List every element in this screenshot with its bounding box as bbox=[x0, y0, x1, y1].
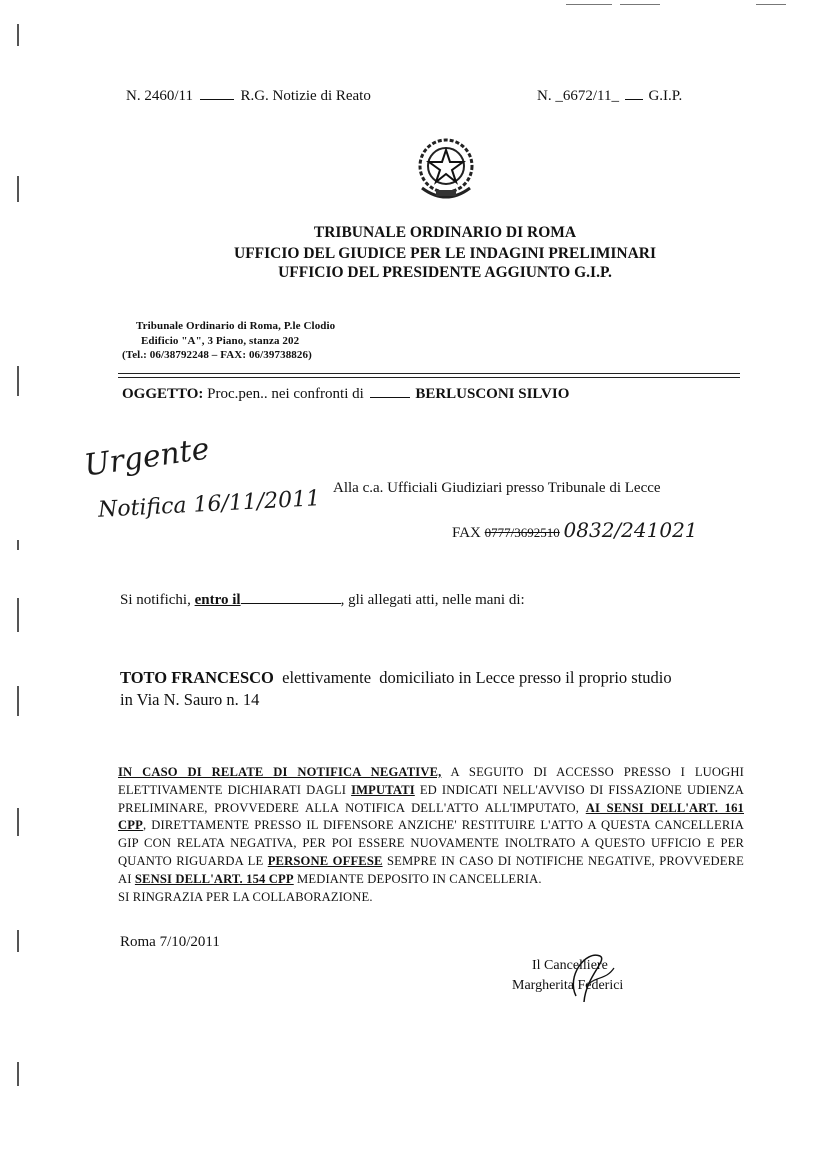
scan-mark bbox=[620, 4, 660, 5]
addressee-line-1: TOTO FRANCESCO elettivamente domiciliato in Lecce presso il proprio studio bbox=[120, 668, 672, 687]
fax-line bbox=[452, 518, 698, 542]
addressee-line-2: in Via N. Sauro n. 14 bbox=[120, 690, 260, 709]
notify-deadline: entro il bbox=[194, 592, 241, 608]
scan-edge-mark bbox=[17, 930, 19, 952]
signature-title: Il Cancelliere bbox=[532, 958, 608, 973]
scan-edge-mark bbox=[17, 540, 19, 550]
divider bbox=[118, 373, 740, 374]
presidency-name: UFFICIO DEL PRESIDENTE AGGIUNTO G.I.P. bbox=[278, 264, 612, 281]
handwritten-date: Notifica 16/11/2011 bbox=[97, 486, 321, 523]
handwritten-urgent: Urgente bbox=[82, 431, 212, 484]
rg-number: N. 2460/11 R.G. Notizie di Reato bbox=[126, 88, 371, 104]
italian-republic-emblem-icon bbox=[412, 130, 480, 208]
address-line-3: (Tel.: 06/38792248 – FAX: 06/39738826) bbox=[122, 349, 312, 361]
subject-label: OGGETTO: bbox=[122, 386, 204, 402]
subject-text: Proc.pen.. nei confronti di bbox=[207, 386, 364, 402]
fax-label: FAX bbox=[452, 525, 481, 541]
address-line-1: Tribunale Ordinario di Roma, P.le Clodio bbox=[136, 320, 336, 332]
scan-mark bbox=[566, 4, 612, 5]
subject-name: BERLUSCONI SILVIO bbox=[415, 386, 570, 402]
addressee-name: TOTO FRANCESCO bbox=[120, 668, 274, 687]
notice-paragraph: IN CASO DI RELATE DI NOTIFICA NEGATIVE, A SEGUITO DI ACCESSO PRESSO I LUOGHI ELETTIVAMENTE DICHIARATI DAGLI IMPUTATI ED INDICATI NELL'AVVISO DI FISSAZIONE UDIENZA PRELIMINARE, PROVVEDERE ALLA NOTIFICA DELL'ATTO ALL'IMPUTATO, AI SENSI DELL'ART. 161 CPP, DIRETTAMENTE PRESSO IL DIFENSORE ANZICHE' RESTITUIRE L'ATTO A QUESTA CANCELLERIA GIP CON RELATA NEGATIVA, PER POI ESSERE NUOVAMENTE INOLTRATO A QUESTO UFFICIO E PER QUANTO RIGUARDA LE PERSONE OFFESE SEMPRE IN CASO DI NOTIFICHE NEGATIVE, PROVVEDERE AI SENSI DELL'ART. 154 CPP MEDIANTE DEPOSITO IN CANCELLERIA. SI RINGRAZIA PER LA COLLABORAZIONE. bbox=[118, 764, 744, 906]
scan-edge-mark bbox=[17, 598, 19, 632]
fax-new-number: 0832/241021 bbox=[563, 518, 698, 542]
office-name: UFFICIO DEL GIUDICE PER LE INDAGINI PRELIMINARI bbox=[234, 245, 656, 262]
scan-edge-mark bbox=[17, 366, 19, 396]
scan-edge-mark bbox=[17, 686, 19, 716]
gip-number: N. _6672/11_ G.I.P. bbox=[537, 88, 683, 104]
scan-edge-mark bbox=[17, 808, 19, 836]
address-line-2: Edificio "A", 3 Piano, stanza 202 bbox=[141, 335, 300, 347]
scan-edge-mark bbox=[17, 24, 19, 46]
rg-label: R.G. Notizie di Reato bbox=[240, 88, 371, 104]
signature-name: Margherita Federici bbox=[512, 978, 624, 993]
scan-mark bbox=[756, 4, 786, 5]
notify-line: Si notifichi, entro il , gli allegati atti, nelle mani di: bbox=[120, 592, 525, 608]
notice-thanks: SI RINGRAZIA PER LA COLLABORAZIONE. bbox=[118, 889, 373, 904]
divider bbox=[118, 377, 740, 378]
subject-line bbox=[122, 386, 569, 403]
fax-old-number: 0777/3692510 bbox=[484, 525, 560, 540]
scan-edge-mark bbox=[17, 1062, 19, 1086]
recipient-line: Alla c.a. Ufficiali Giudiziari presso Tribunale di Lecce bbox=[333, 480, 661, 496]
gip-label: G.I.P. bbox=[648, 88, 683, 104]
handwritten-signature-icon bbox=[556, 946, 626, 1011]
court-name: TRIBUNALE ORDINARIO DI ROMA bbox=[313, 224, 577, 241]
scan-edge-mark bbox=[17, 176, 19, 202]
place-date: Roma 7/10/2011 bbox=[120, 934, 220, 950]
